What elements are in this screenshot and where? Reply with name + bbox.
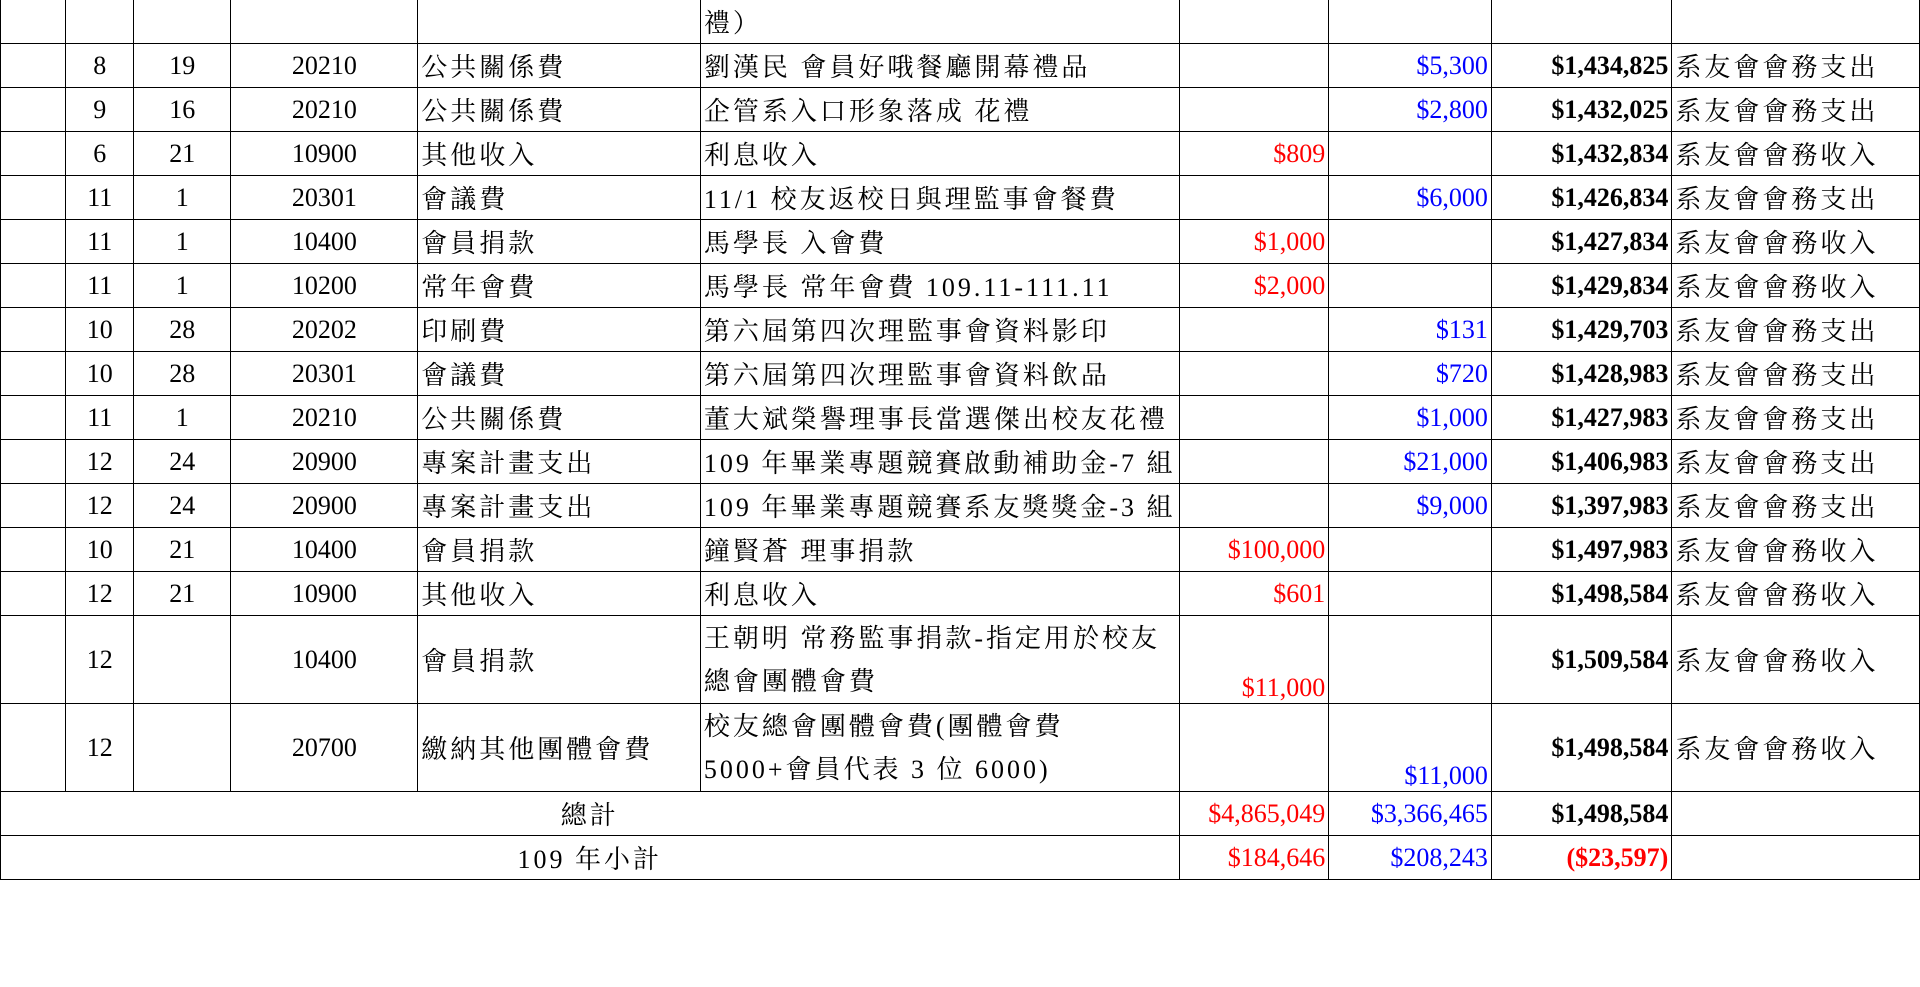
total-label: 總計 xyxy=(1,792,1180,836)
cell-code: 10400 xyxy=(231,616,418,704)
total-expense: $3,366,465 xyxy=(1329,792,1492,836)
subtotal-row xyxy=(1,836,1920,880)
cell-blank xyxy=(1,440,66,484)
subtotal-note xyxy=(1672,836,1920,880)
cell-blank xyxy=(1,44,66,88)
cell-day xyxy=(134,616,231,704)
cell-description: 王朝明 常務監事捐款-指定用於校友總會團體會費 xyxy=(700,616,1179,704)
cell-blank xyxy=(1,484,66,528)
cell-description: 劉漢民 會員好哦餐廳開幕禮品 xyxy=(700,44,1179,88)
cell-expense: $9,000 xyxy=(1329,484,1492,528)
cell-description: 109 年畢業專題競賽系友獎獎金-3 組 xyxy=(700,484,1179,528)
cell-category: 公共關係費 xyxy=(418,88,701,132)
cell-code: 20210 xyxy=(231,88,418,132)
cell-note: 系友會會務收入 xyxy=(1672,616,1920,704)
cell-month: 11 xyxy=(66,396,134,440)
cell-category: 公共關係費 xyxy=(418,44,701,88)
cell-description: 利息收入 xyxy=(700,572,1179,616)
cell-blank xyxy=(1,264,66,308)
cell-category: 專案計畫支出 xyxy=(418,440,701,484)
cell-income xyxy=(1179,704,1329,792)
cell-blank xyxy=(1,704,66,792)
table-row xyxy=(1,264,1920,308)
cell-note: 系友會會務收入 xyxy=(1672,704,1920,792)
total-income: $4,865,049 xyxy=(1179,792,1329,836)
cell-income: $11,000 xyxy=(1179,616,1329,704)
table-row xyxy=(1,484,1920,528)
cell-month: 6 xyxy=(66,132,134,176)
cell-code: 20700 xyxy=(231,704,418,792)
cell-blank xyxy=(1,572,66,616)
table-row xyxy=(1,704,1920,792)
cell-expense xyxy=(1329,572,1492,616)
cell-expense: $720 xyxy=(1329,352,1492,396)
cell-day: 16 xyxy=(134,88,231,132)
cell-income: $601 xyxy=(1179,572,1329,616)
cell-day: 21 xyxy=(134,528,231,572)
cell-category: 繳納其他團體會費 xyxy=(418,704,701,792)
cell-code: 10400 xyxy=(231,220,418,264)
cell-code: 10400 xyxy=(231,528,418,572)
cell-day: 24 xyxy=(134,484,231,528)
subtotal-label: 109 年小計 xyxy=(1,836,1180,880)
cell-expense xyxy=(1329,0,1492,44)
table-row xyxy=(1,352,1920,396)
cell-expense: $1,000 xyxy=(1329,396,1492,440)
cell-expense xyxy=(1329,264,1492,308)
cell-note: 系友會會務支出 xyxy=(1672,440,1920,484)
cell-description: 董大斌榮譽理事長當選傑出校友花禮 xyxy=(700,396,1179,440)
cell-income xyxy=(1179,44,1329,88)
cell-code: 10900 xyxy=(231,572,418,616)
cell-blank xyxy=(1,352,66,396)
cell-note: 系友會會務收入 xyxy=(1672,132,1920,176)
cell-code: 20900 xyxy=(231,484,418,528)
cell-income: $100,000 xyxy=(1179,528,1329,572)
cell-month: 12 xyxy=(66,572,134,616)
cell-note: 系友會會務支出 xyxy=(1672,396,1920,440)
subtotal-income: $184,646 xyxy=(1179,836,1329,880)
cell-blank xyxy=(1,132,66,176)
cell-category: 會員捐款 xyxy=(418,528,701,572)
cell-code: 20210 xyxy=(231,44,418,88)
cell-note: 系友會會務收入 xyxy=(1672,220,1920,264)
cell-month: 8 xyxy=(66,44,134,88)
cell-income xyxy=(1179,88,1329,132)
cell-balance: $1,498,584 xyxy=(1491,704,1671,792)
cell-day: 1 xyxy=(134,176,231,220)
cell-balance: $1,432,025 xyxy=(1491,88,1671,132)
cell-month: 10 xyxy=(66,528,134,572)
cell-day: 1 xyxy=(134,220,231,264)
cell-month: 10 xyxy=(66,352,134,396)
cell-income xyxy=(1179,352,1329,396)
cell-balance: $1,426,834 xyxy=(1491,176,1671,220)
cell-month: 11 xyxy=(66,176,134,220)
cell-description: 第六屆第四次理監事會資料飲品 xyxy=(700,352,1179,396)
cell-income: $809 xyxy=(1179,132,1329,176)
cell-note: 系友會會務支出 xyxy=(1672,308,1920,352)
cell-expense: $11,000 xyxy=(1329,704,1492,792)
cell-expense xyxy=(1329,220,1492,264)
cell-code: 10200 xyxy=(231,264,418,308)
cell-expense: $2,800 xyxy=(1329,88,1492,132)
cell-category: 公共關係費 xyxy=(418,396,701,440)
cell-income: $1,000 xyxy=(1179,220,1329,264)
cell-balance: $1,406,983 xyxy=(1491,440,1671,484)
cell-day: 1 xyxy=(134,264,231,308)
cell-income: $2,000 xyxy=(1179,264,1329,308)
cell-month xyxy=(66,0,134,44)
subtotal-expense: $208,243 xyxy=(1329,836,1492,880)
table-row xyxy=(1,572,1920,616)
cell-blank xyxy=(1,220,66,264)
cell-expense xyxy=(1329,132,1492,176)
cell-category: 其他收入 xyxy=(418,132,701,176)
cell-day xyxy=(134,0,231,44)
cell-month: 9 xyxy=(66,88,134,132)
cell-month: 11 xyxy=(66,264,134,308)
cell-income xyxy=(1179,396,1329,440)
cell-blank xyxy=(1,176,66,220)
cell-code: 10900 xyxy=(231,132,418,176)
cell-balance: $1,429,703 xyxy=(1491,308,1671,352)
cell-income xyxy=(1179,176,1329,220)
cell-expense: $21,000 xyxy=(1329,440,1492,484)
cell-balance: $1,428,983 xyxy=(1491,352,1671,396)
cell-blank xyxy=(1,0,66,44)
cell-income xyxy=(1179,440,1329,484)
subtotal-balance: ($23,597) xyxy=(1491,836,1671,880)
cell-expense: $131 xyxy=(1329,308,1492,352)
cell-balance: $1,509,584 xyxy=(1491,616,1671,704)
cell-note: 系友會會務支出 xyxy=(1672,88,1920,132)
cell-day xyxy=(134,704,231,792)
table-row xyxy=(1,308,1920,352)
cell-category: 會員捐款 xyxy=(418,616,701,704)
cell-description: 利息收入 xyxy=(700,132,1179,176)
cell-blank xyxy=(1,308,66,352)
cell-blank xyxy=(1,396,66,440)
cell-code: 20301 xyxy=(231,176,418,220)
cell-description: 11/1 校友返校日與理監事會餐費 xyxy=(700,176,1179,220)
cell-category: 其他收入 xyxy=(418,572,701,616)
total-balance: $1,498,584 xyxy=(1491,792,1671,836)
cell-description: 馬學長 入會費 xyxy=(700,220,1179,264)
cell-description: 109 年畢業專題競賽啟動補助金-7 組 xyxy=(700,440,1179,484)
cell-code: 20210 xyxy=(231,396,418,440)
cell-month: 10 xyxy=(66,308,134,352)
table-row xyxy=(1,176,1920,220)
cell-note: 系友會會務支出 xyxy=(1672,352,1920,396)
cell-category: 會員捐款 xyxy=(418,220,701,264)
cell-month: 12 xyxy=(66,440,134,484)
cell-balance: $1,397,983 xyxy=(1491,484,1671,528)
cell-note: 系友會會務支出 xyxy=(1672,44,1920,88)
cell-blank xyxy=(1,88,66,132)
cell-note: 系友會會務收入 xyxy=(1672,528,1920,572)
cell-category: 專案計畫支出 xyxy=(418,484,701,528)
table-row xyxy=(1,616,1920,704)
cell-note: 系友會會務支出 xyxy=(1672,176,1920,220)
table-row xyxy=(1,88,1920,132)
cell-income xyxy=(1179,484,1329,528)
cell-note: 系友會會務支出 xyxy=(1672,484,1920,528)
cell-balance: $1,429,834 xyxy=(1491,264,1671,308)
cell-balance xyxy=(1491,0,1671,44)
cell-description: 鐘賢蒼 理事捐款 xyxy=(700,528,1179,572)
total-row xyxy=(1,792,1920,836)
cell-income xyxy=(1179,308,1329,352)
cell-description: 禮） xyxy=(700,0,1179,44)
cell-balance: $1,427,983 xyxy=(1491,396,1671,440)
table-row xyxy=(1,132,1920,176)
cell-expense: $5,300 xyxy=(1329,44,1492,88)
cell-day: 28 xyxy=(134,352,231,396)
cell-blank xyxy=(1,528,66,572)
cell-category: 會議費 xyxy=(418,352,701,396)
cell-day: 28 xyxy=(134,308,231,352)
cell-expense xyxy=(1329,528,1492,572)
cell-balance: $1,498,584 xyxy=(1491,572,1671,616)
table-row xyxy=(1,396,1920,440)
table-row xyxy=(1,220,1920,264)
cell-balance: $1,434,825 xyxy=(1491,44,1671,88)
cell-month: 12 xyxy=(66,704,134,792)
cell-month: 12 xyxy=(66,616,134,704)
cell-category: 會議費 xyxy=(418,176,701,220)
cell-day: 24 xyxy=(134,440,231,484)
total-note xyxy=(1672,792,1920,836)
table-row xyxy=(1,44,1920,88)
cell-code: 20301 xyxy=(231,352,418,396)
cell-category: 常年會費 xyxy=(418,264,701,308)
cell-day: 21 xyxy=(134,572,231,616)
cell-code xyxy=(231,0,418,44)
cell-day: 21 xyxy=(134,132,231,176)
ledger-rows xyxy=(1,44,1920,792)
cell-description: 企管系入口形象落成 花禮 xyxy=(700,88,1179,132)
cell-balance: $1,497,983 xyxy=(1491,528,1671,572)
cell-month: 11 xyxy=(66,220,134,264)
cell-note xyxy=(1672,0,1920,44)
cell-description: 校友總會團體會費(團體會費 5000+會員代表 3 位 6000) xyxy=(700,704,1179,792)
cell-balance: $1,432,834 xyxy=(1491,132,1671,176)
cell-code: 20202 xyxy=(231,308,418,352)
table-row xyxy=(1,440,1920,484)
table-row-continued xyxy=(1,0,1920,44)
cell-blank xyxy=(1,616,66,704)
cell-income xyxy=(1179,0,1329,44)
cell-note: 系友會會務收入 xyxy=(1672,264,1920,308)
cell-expense xyxy=(1329,616,1492,704)
cell-month: 12 xyxy=(66,484,134,528)
cell-balance: $1,427,834 xyxy=(1491,220,1671,264)
cell-category xyxy=(418,0,701,44)
cell-expense: $6,000 xyxy=(1329,176,1492,220)
cell-description: 馬學長 常年會費 109.11-111.11 xyxy=(700,264,1179,308)
cell-day: 1 xyxy=(134,396,231,440)
cell-category: 印刷費 xyxy=(418,308,701,352)
cell-code: 20900 xyxy=(231,440,418,484)
cell-description: 第六屆第四次理監事會資料影印 xyxy=(700,308,1179,352)
cell-note: 系友會會務收入 xyxy=(1672,572,1920,616)
table-row xyxy=(1,528,1920,572)
cell-day: 19 xyxy=(134,44,231,88)
